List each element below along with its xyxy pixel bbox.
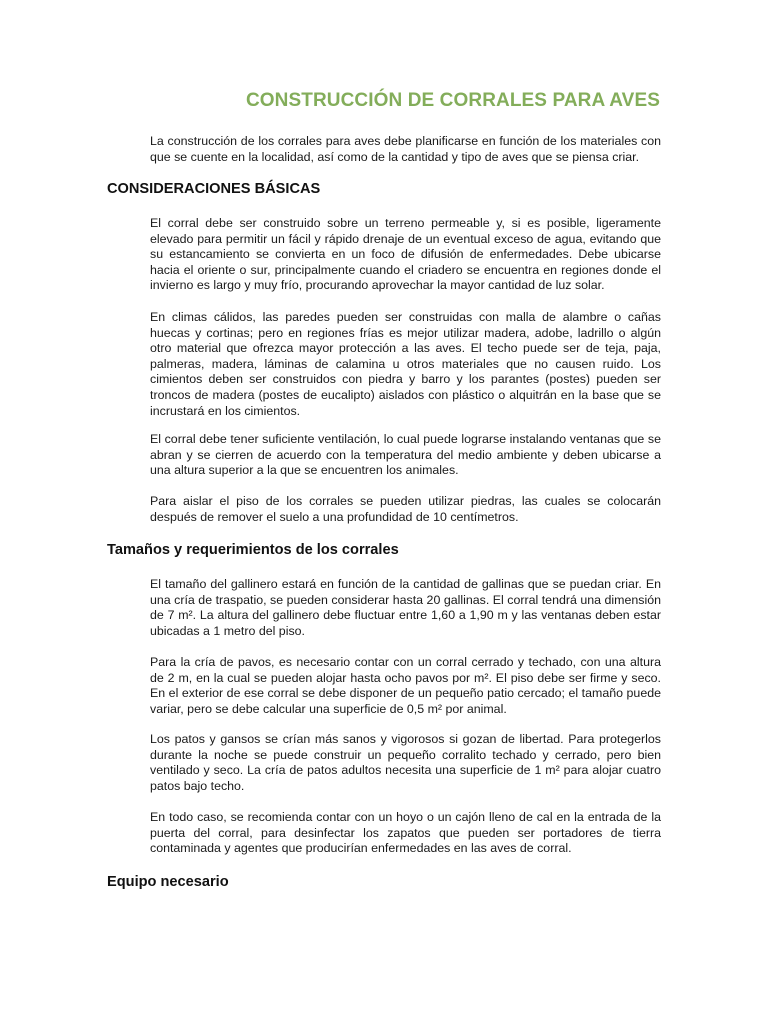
section-heading-tamanos: Tamaños y requerimientos de los corrales — [107, 542, 399, 558]
paragraph-climas: En climas cálidos, las paredes pueden ser construidas con malla de alambre o cañas huecas y cortinas; pero en regiones frías es mejor utilizar madera, adobe, ladrillo o algún otro material que ofrezca mayor protección a las aves. El techo puede ser de teja, paja, palmeras, madera, láminas de calamina u otros materiales que no causen ruido. Los cimientos deben ser construidos con piedra y barro y los parantes (postes) pueden ser troncos de madera (postes de eucalipto) aislados con plástico o alquitrán en la base que se incrustará en los cimientos. — [150, 310, 661, 418]
section-heading-consideraciones: CONSIDERACIONES BÁSICAS — [107, 181, 321, 197]
intro-paragraph: La construcción de los corrales para aves debe planificarse en función de los materiales con que se cuente en la localidad, así como de la cantidad y tipo de aves que se piensa criar. — [150, 134, 661, 164]
paragraph-patos: Los patos y gansos se crían más sanos y vigorosos si gozan de libertad. Para protegerlos durante la noche se puede construir un pequeño corralito techado y cerrado, pero bien ventilado y seco. La cría de patos adultos necesita una superficie de 1 m² para alojar cuatro patos bajo techo. — [150, 732, 661, 793]
paragraph-desinfeccion: En todo caso, se recomienda contar con un hoyo o un cajón lleno de cal en la entrada de la puerta del corral, para desinfectar los zapatos que pueden ser portadores de tierra contaminada y agentes que producirían enfermedades en las aves de corral. — [150, 810, 661, 856]
paragraph-ventilacion: El corral debe tener suficiente ventilación, lo cual puede lograrse instalando ventanas que se abran y se cierren de acuerdo con la temperatura del medio ambiente y deben ubicarse a una altura superior a la que se encuentren los animales. — [150, 432, 661, 478]
paragraph-terreno: El corral debe ser construido sobre un terreno permeable y, si es posible, ligeramente elevado para permitir un fácil y rápido drenaje de un eventual exceso de agua, evitando que su estancamiento se convierta en un foco de difusión de enfermedades. Debe ubicarse hacia el oriente o sur, principalmente cuando el criadero se encuentra en regiones donde el invierno es largo y muy frío, procurando aprovechar la mayor cantidad de luz solar. — [150, 216, 661, 293]
section-heading-equipo: Equipo necesario — [107, 874, 229, 890]
paragraph-piso: Para aislar el piso de los corrales se pueden utilizar piedras, las cuales se colocarán después de remover el suelo a una profundidad de 10 centímetros. — [150, 494, 661, 524]
paragraph-gallinero: El tamaño del gallinero estará en función de la cantidad de gallinas que se puedan criar. En una cría de traspatio, se pueden considerar hasta 20 gallinas. El corral tendrá una dimensión de 7 m². La altura del gallinero debe fluctuar entre 1,60 a 1,90 m y las ventanas deben estar ubicadas a 1 metro del piso. — [150, 577, 661, 638]
document-title: CONSTRUCCIÓN DE CORRALES PARA AVES — [245, 90, 660, 111]
paragraph-pavos: Para la cría de pavos, es necesario contar con un corral cerrado y techado, con una altura de 2 m, en la cual se pueden alojar hasta ocho pavos por m². El piso debe ser firme y seco. En el exterior de ese corral se debe disponer de un pequeño patio cercado; el tamaño puede variar, pero se debe calcular una superficie de 0,5 m² por animal. — [150, 655, 661, 716]
